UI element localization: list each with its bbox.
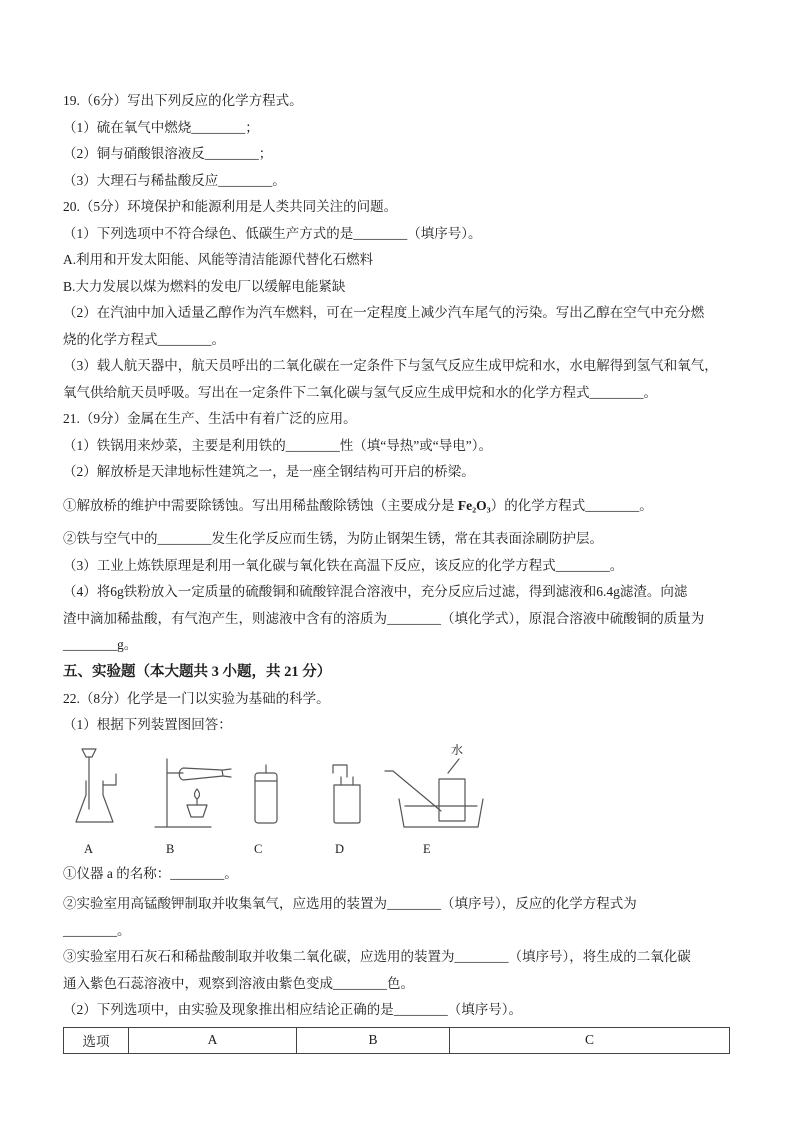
apparatus-e-water-trough-icon xyxy=(385,759,483,827)
apparatus-label-b: B xyxy=(166,841,175,856)
q21-line-5: （3）工业上炼铁原理是利用一氧化碳与氧化铁在高温下反应，该反应的化学方程式________。 xyxy=(63,557,624,573)
table-header-c: C xyxy=(450,1027,730,1053)
q20-line-6: （3）载人航天器中，航天员呼出的二氧化碳在一定条件下与氢气反应生成甲烷和水，水电解得到氢气和氧气， xyxy=(63,358,718,373)
q21-line-3-pre: ①解放桥的维护中需要除锈蚀。写出用稀盐酸除锈蚀（主要成分是 xyxy=(63,497,458,513)
q21-line-6: （4）将6g铁粉放入一定质量的硫酸铜和硫酸锌混合溶液中，充分反应后过滤，得到滤液和6.4g滤渣。向滤 xyxy=(63,584,688,599)
q21-line-4: ②铁与空气中的________发生化学反应而生锈，为防止钢架生锈，常在其表面涂刷防护层。 xyxy=(63,531,603,546)
water-label: 水 xyxy=(451,742,464,757)
apparatus-figure xyxy=(63,741,732,859)
q22-line-7: （2）下列选项中，由实验及现象推出相应结论正确的是________（填序号）。 xyxy=(63,1002,522,1017)
q21-line-2: （2）解放桥是天津地标性建筑之一，是一座全钢结构可开启的桥梁。 xyxy=(63,464,475,479)
chemical-formula-fe2o3: Fe₂O₃ xyxy=(457,497,491,513)
q22-line-6: 通入紫色石蕊溶液中，观察到溶液由紫色变成________色。 xyxy=(63,975,414,991)
q22-line-3: ②实验室用高锰酸钾制取并收集氧气，应选用的装置为________（填序号），反应的化学方程式为 xyxy=(63,896,637,911)
apparatus-label-d: D xyxy=(335,841,345,856)
q22-line-2: ①仪器 a 的名称：________。 xyxy=(63,865,238,881)
options-table-header-row xyxy=(64,1027,730,1053)
q21-line-7: 渣中滴加稀盐酸，有气泡产生，则滤液中含有的溶质为________（填化学式），原混合溶液中硫酸铜的质量为 xyxy=(63,610,705,626)
apparatus-a-flask-icon xyxy=(76,749,116,822)
apparatus-label-e: E xyxy=(423,841,431,856)
q20-line-4: （2）在汽油中加入适量乙醇作为汽车燃料，可在一定程度上减少汽车尾气的污染。写出乙醇在空气中充分燃 xyxy=(63,305,705,320)
q21-line-1: （1）铁锅用来炒菜，主要是利用铁的________性（填“导热”或“导电”）。 xyxy=(63,437,492,453)
options-table xyxy=(63,1027,730,1054)
table-header-a: A xyxy=(129,1027,297,1053)
q21-line-3-post: ）的化学方程式________。 xyxy=(490,497,653,513)
q20-option-b: B.大力发展以煤为燃料的发电厂以缓解电能紧缺 xyxy=(63,278,346,294)
q22-line-1: （1）根据下列装置图回答： xyxy=(63,717,232,732)
apparatus-label-c: C xyxy=(254,841,263,856)
q19-title: 19.（6分）写出下列反应的化学方程式。 xyxy=(63,93,303,108)
section-5-heading: 五、实验题（本大题共 3 小题，共 21 分） xyxy=(63,663,332,680)
q22-line-4: ________。 xyxy=(63,922,131,938)
q20-option-a: A.利用和开发太阳能、风能等清洁能源代替化石燃料 xyxy=(63,252,374,267)
q21-title: 21.（9分）金属在生产、生活中有着广泛的应用。 xyxy=(63,411,357,426)
q20-title: 20.（5分）环境保护和能源利用是人类共同关注的问题。 xyxy=(63,199,398,214)
q20-line-1: （1）下列选项中不符合绿色、低碳生产方式的是________（填序号）。 xyxy=(63,225,482,241)
q19-item-2: （2）铜与硝酸银溶液反________； xyxy=(63,146,273,161)
q20-line-7: 氧气供给航天员呼吸。写出在一定条件下二氧化碳与氢气反应生成甲烷和水的化学方程式________。 xyxy=(63,384,657,400)
table-header-b: B xyxy=(297,1027,450,1053)
apparatus-d-bottle-icon xyxy=(333,765,360,823)
apparatus-label-a: A xyxy=(84,841,94,856)
q20-line-5: 烧的化学方程式________。 xyxy=(63,331,225,347)
apparatus-b-heating-icon xyxy=(155,759,231,827)
q19-item-3: （3）大理石与稀盐酸反应________。 xyxy=(63,172,286,188)
q21-line-3 xyxy=(63,493,732,520)
apparatus-figure-drawing xyxy=(69,743,489,843)
table-header-option: 选项 xyxy=(64,1027,129,1053)
q21-line-8: ________g。 xyxy=(63,637,138,652)
q22-title: 22.（8分）化学是一门以实验为基础的科学。 xyxy=(63,690,330,706)
q19-item-1: （1）硫在氧气中燃烧________； xyxy=(63,119,259,135)
q22-line-5: ③实验室用石灰石和稀盐酸制取并收集二氧化碳，应选用的装置为________（填序号），将生成的二氧化碳 xyxy=(63,949,691,964)
apparatus-c-gas-bottle-icon xyxy=(255,765,277,823)
